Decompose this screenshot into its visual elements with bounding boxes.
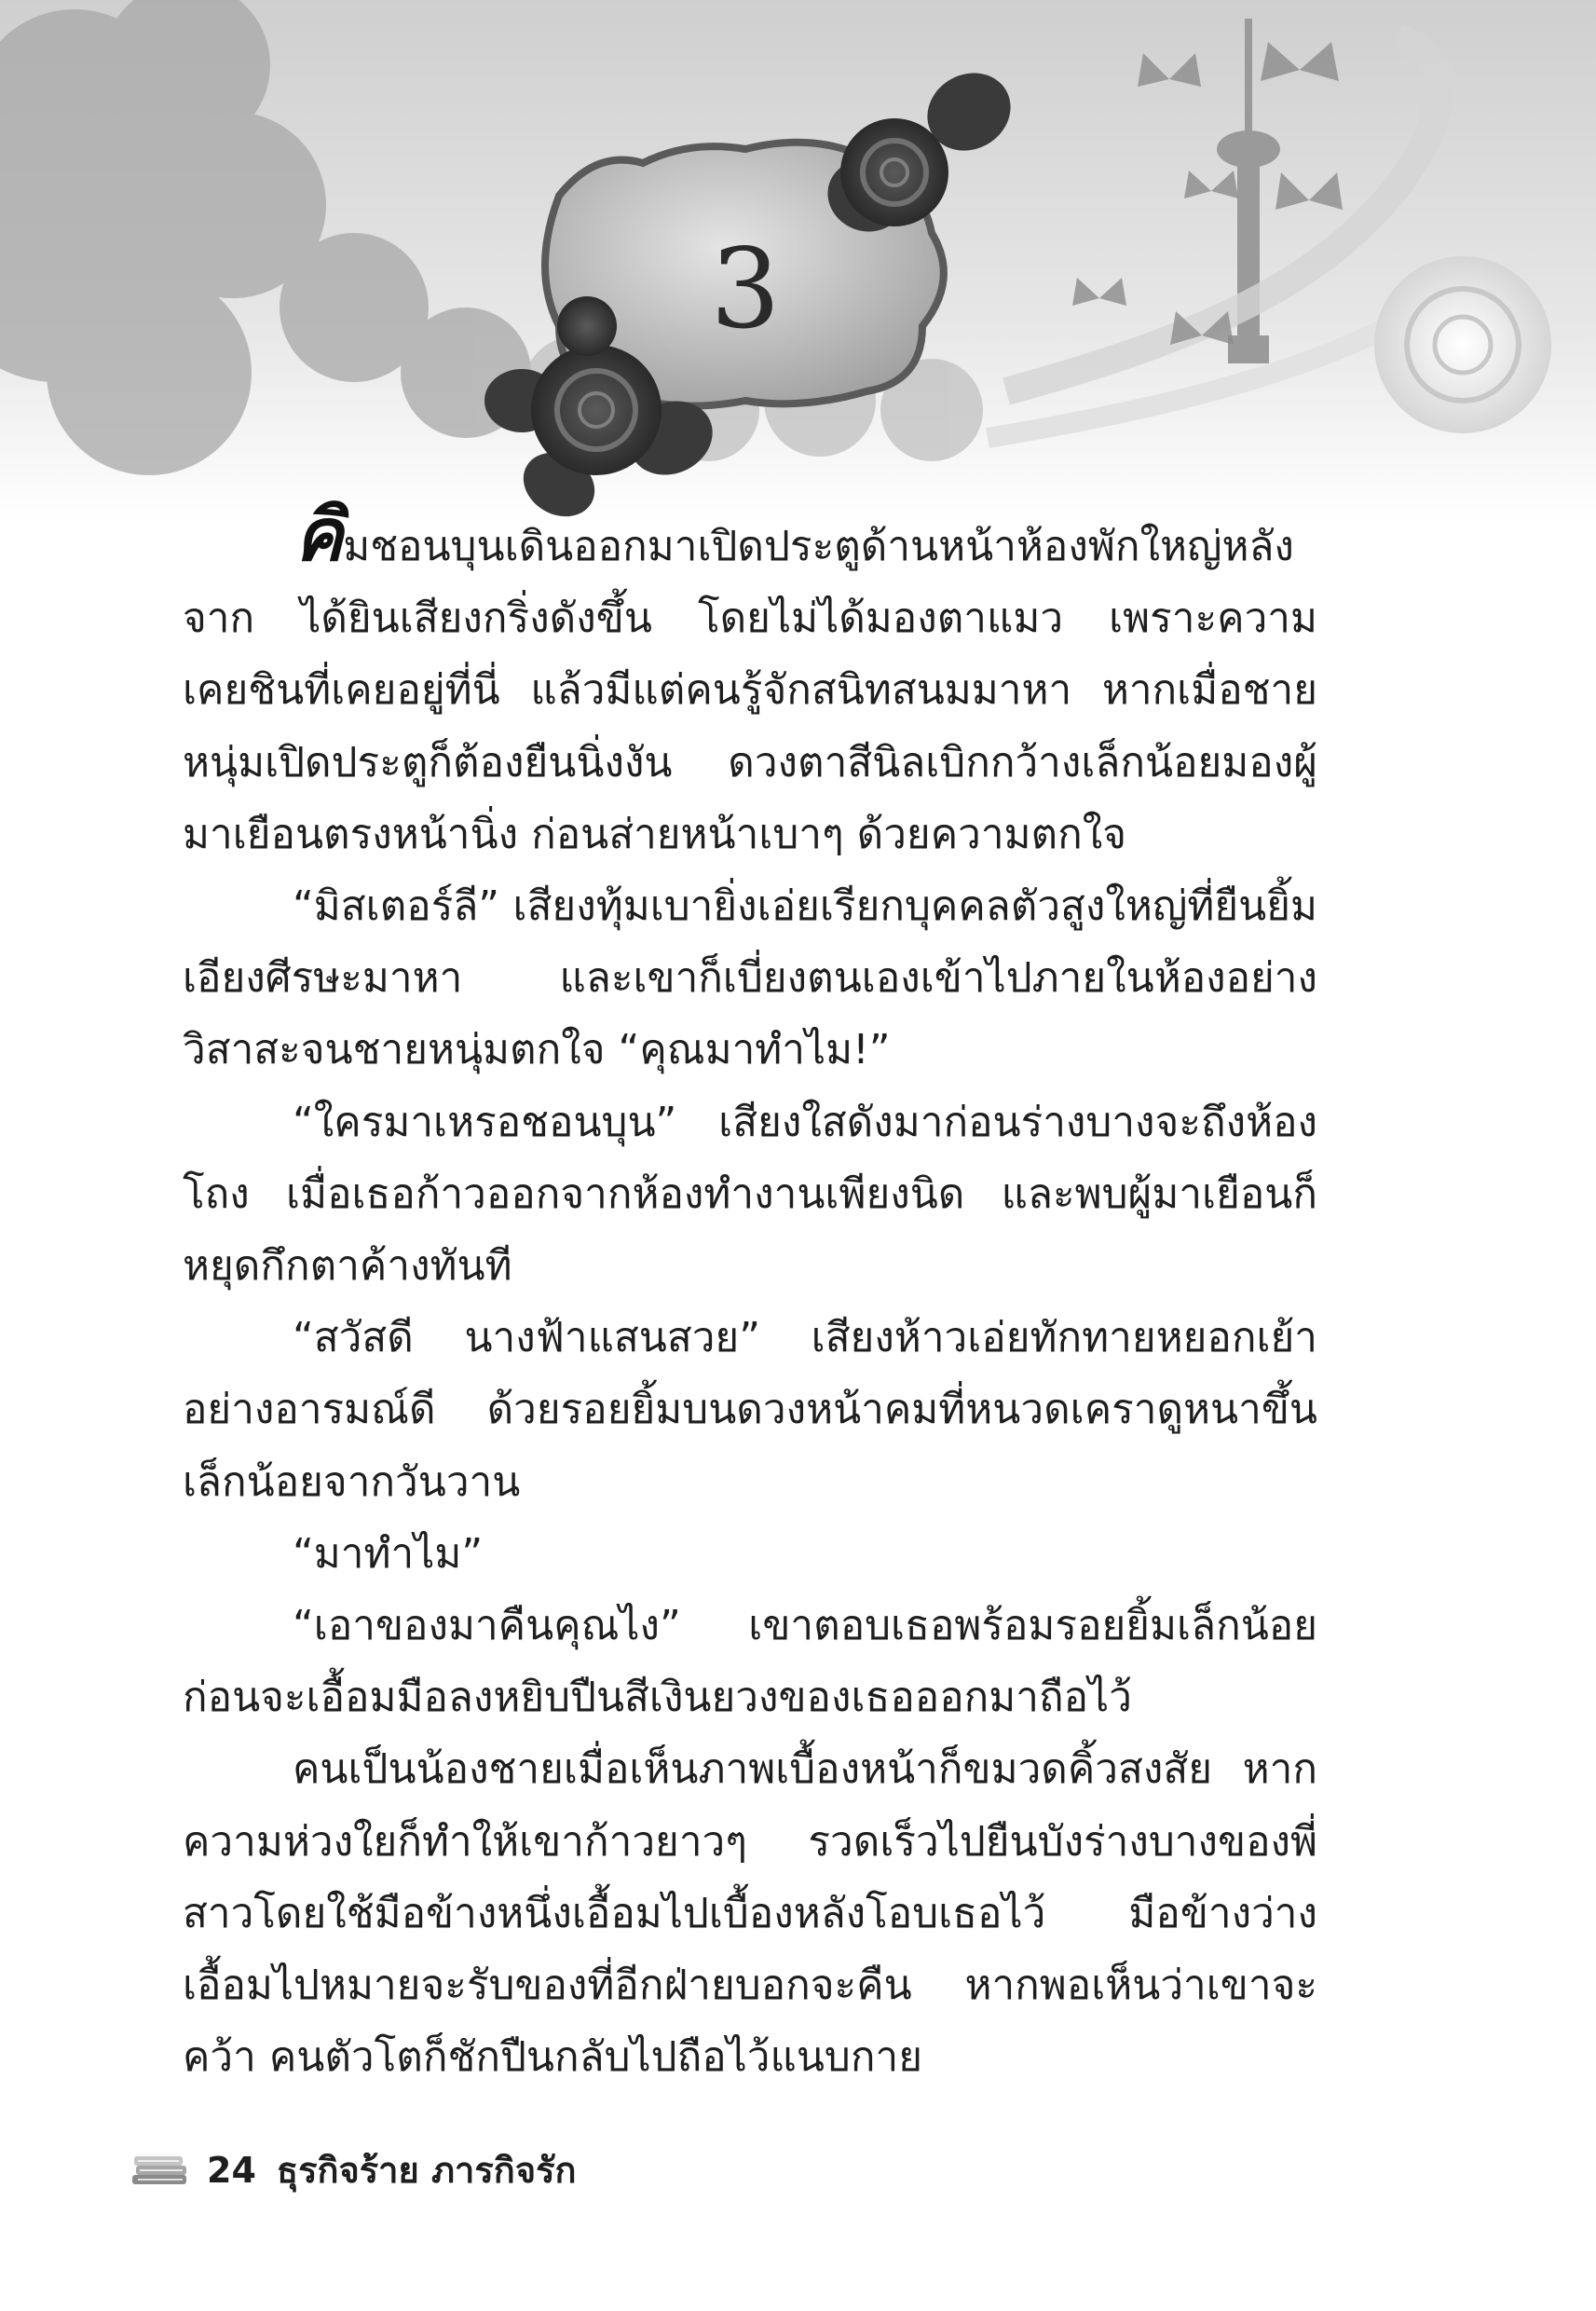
paragraph-text: มชอนบุนเดินออกมาเปิดประตูด้านหน้าห้องพักใหญ่หลังจาก ได้ยินเสียงกริ่งดังขึ้น โดยไม่ได้มองตาแมว เพราะความเคยชินที่เคยอยู่ที่นี่ แล้วมีแต่คนรู้จักสนิทสนมมาหา หากเมื่อชายหนุ่มเปิดประตูก็ต้องยืนนิ่งงัน ดวงตาสีนิลเบิกกว้างเล็กน้อยมองผู้มาเยือนตรงหน้านิ่ง ก่อนส่ายหน้าเบาๆ ด้วยความตกใจ — [183, 523, 1317, 858]
footer-text — [207, 2141, 577, 2198]
page-number: 24 — [207, 2149, 256, 2191]
white-rose — [1374, 256, 1551, 433]
paragraph: “ใครมาเหรอชอนบุน” เสียงใสดังมาก่อนร่างบางจะถึงห้องโถง เมื่อเธอก้าวออกจากห้องทำงานเพียงนิด และพบผู้มาเยือนก็หยุดกึกตาค้างทันที — [183, 1098, 1317, 1291]
drop-cap: คิ — [294, 494, 344, 578]
paragraph: “มิสเตอร์ลี” เสียงทุ้มเบายิ่งเอ่ยเรียกบุคคลตัวสูงใหญ่ที่ยืนยิ้มเอียงศีรษะมาหา และเขาก็เบี่ยงตนเองเข้าไปภายในห้องอย่างวิสาสะจนชายหนุ่มตกใจ “คุณมาทำไม!” — [183, 882, 1317, 1074]
paragraph: “มาทำไม” — [293, 1529, 484, 1578]
chapter-number: 3 — [710, 225, 781, 353]
paragraph — [183, 494, 1317, 870]
chapter-body — [183, 494, 1317, 2093]
page-footer — [130, 2141, 577, 2197]
paragraph: “สวัสดี นางฟ้าแสนสวย” เสียงห้าวเอ่ยทักทายหยอกเย้าอย่างอารมณ์ดี ด้วยรอยยิ้มบนดวงหน้าคมที่หนวดเคราดูหนาขึ้นเล็กน้อยจากวันวาน — [183, 1314, 1317, 1506]
paragraph: คนเป็นน้องชายเมื่อเห็นภาพเบื้องหน้าก็ขมวดคิ้วสงสัย หากความห่วงใยก็ทำให้เขาก้าวยาวๆ รวดเร็วไปยืนบังร่างบางของพี่สาวโดยใช้มือข้างหนึ่งเอื้อมไปเบื้องหลังโอบเธอไว้ มือข้างว่างเอื้อมไปหมายจะรับของที่อีกฝ่ายบอกจะคืน หากพอเห็นว่าเขาจะคว้า คนตัวโตก็ชักปืนกลับไปถือไว้แนบกาย — [183, 1745, 1317, 2082]
paragraph: “เอาของมาคืนคุณไง” เขาตอบเธอพร้อมรอยยิ้มเล็กน้อย ก่อนจะเอื้อมมือลงหยิบปืนสีเงินยวงของเธอออกมาถือไว้ — [183, 1602, 1317, 1722]
book-title: ธุรกิจร้าย ภารกิจรัก — [276, 2149, 577, 2191]
book-stack-icon — [130, 2151, 190, 2188]
